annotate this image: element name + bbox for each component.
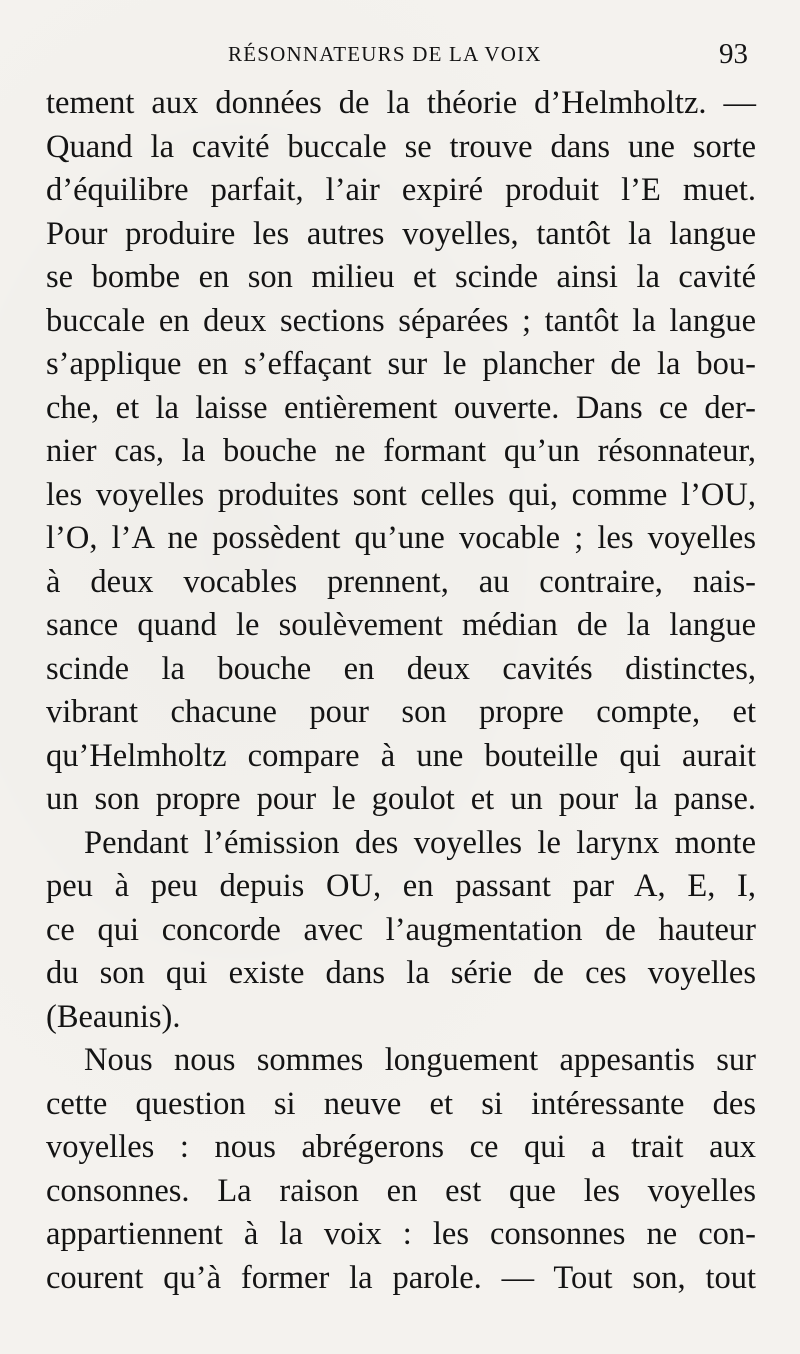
- page-number: 93: [719, 38, 748, 70]
- text-line: à deux vocables prennent, au contraire, nais-: [46, 563, 756, 600]
- text-line: les voyelles produites sont celles qui, comme l’OU,: [46, 476, 756, 513]
- paragraph-2: [46, 822, 756, 1040]
- text-line: Nous nous sommes longuement appesantis sur: [84, 1042, 756, 1078]
- text-line: cette question si neuve et si intéressante des: [46, 1085, 756, 1122]
- text-line: vibrant chacune pour son propre compte, et: [46, 694, 756, 730]
- text-line: tement aux données de la théorie d’Helmholtz. —: [46, 85, 756, 121]
- paragraph-1: [46, 82, 756, 822]
- text-line: l’O, l’A ne possèdent qu’une vocable ; les voyelles: [46, 520, 756, 556]
- text-line: Pendant l’émission des voyelles le larynx monte: [84, 824, 756, 861]
- text-line: d’équilibre parfait, l’air expiré produit l’E muet.: [46, 172, 756, 208]
- paragraph-3: [46, 1039, 756, 1300]
- text-line: appartiennent à la voix : les consonnes ne con-: [46, 1216, 756, 1252]
- text-line: scinde la bouche en deux cavités distinctes,: [46, 650, 756, 687]
- text-line: ce qui concorde avec l’augmentation de hauteur: [46, 911, 756, 948]
- text-line: peu à peu depuis OU, en passant par A, E, I,: [46, 868, 756, 904]
- text-line: (Beaunis).: [46, 998, 181, 1035]
- text-line: buccale en deux sections séparées ; tantôt la langue: [46, 302, 756, 339]
- text-line: se bombe en son milieu et scinde ainsi la cavité: [46, 259, 756, 295]
- text-line: consonnes. La raison en est que les voyelles: [46, 1172, 756, 1209]
- text-line: courent qu’à former la parole. — Tout son, tout: [46, 1259, 756, 1296]
- text-line: nier cas, la bouche ne formant qu’un résonnateur,: [46, 433, 756, 469]
- running-head: [0, 38, 800, 74]
- text-line: un son propre pour le goulot et un pour la panse.: [46, 781, 756, 817]
- text-line: che, et la laisse entièrement ouverte. Dans ce der-: [46, 389, 756, 426]
- text-line: s’applique en s’effaçant sur le plancher de la bou-: [46, 346, 756, 382]
- text-line: qu’Helmholtz compare à une bouteille qui aurait: [46, 737, 756, 774]
- text-line: sance quand le soulèvement médian de la langue: [46, 607, 756, 643]
- running-title: RÉSONNATEURS DE LA VOIX: [228, 42, 542, 66]
- body-text: [46, 82, 756, 1300]
- text-line: Pour produire les autres voyelles, tantôt la langue: [46, 215, 756, 252]
- text-line: Quand la cavité buccale se trouve dans une sorte: [46, 128, 756, 165]
- text-line: du son qui existe dans la série de ces voyelles: [46, 955, 756, 991]
- text-line: voyelles : nous abrégerons ce qui a trait aux: [46, 1129, 756, 1165]
